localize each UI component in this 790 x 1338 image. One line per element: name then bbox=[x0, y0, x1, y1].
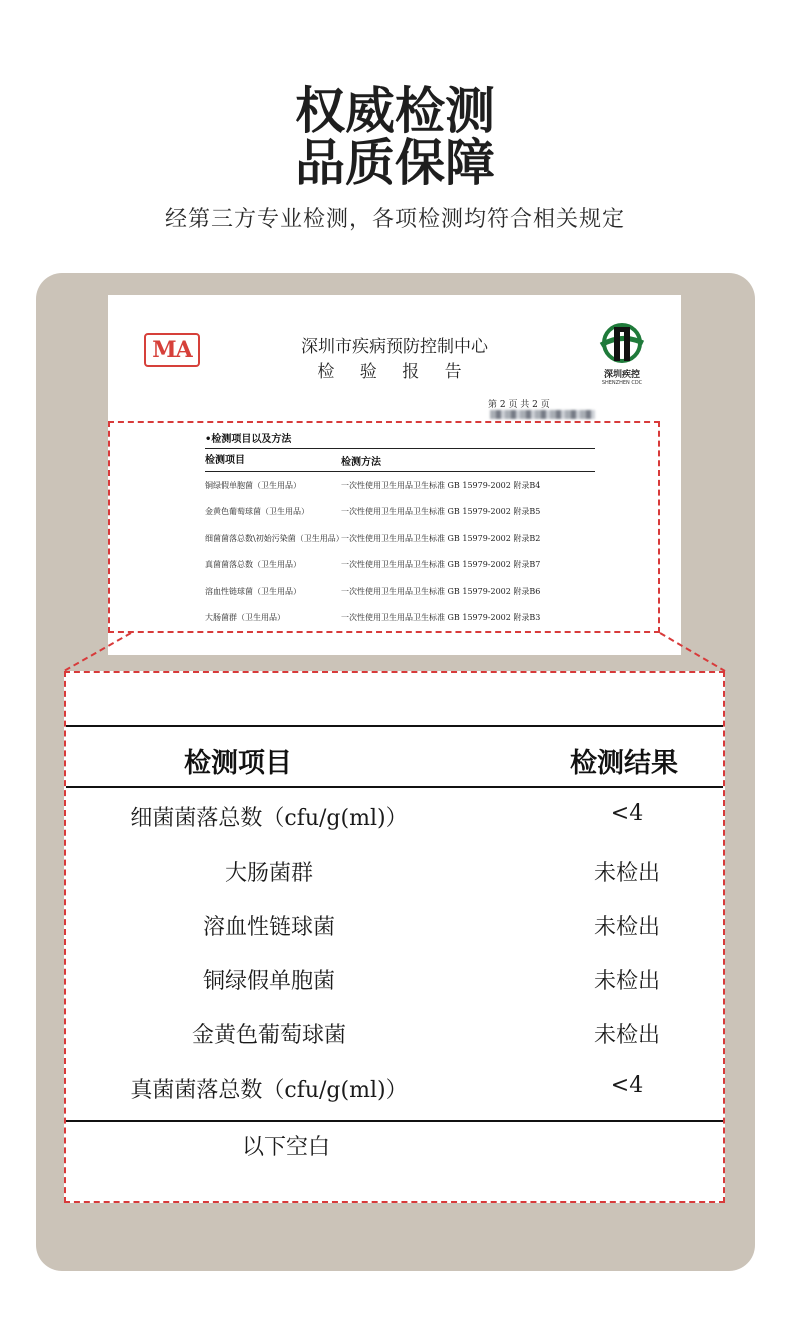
method-standard: 一次性使用卫生用品卫生标准 GB 15979-2002 附录B6 bbox=[341, 586, 541, 596]
result-item: 金黄色葡萄球菌 bbox=[191, 1023, 346, 1048]
method-heading: •检测项目以及方法 bbox=[205, 434, 292, 445]
result-value: 未检出 bbox=[593, 1023, 660, 1048]
method-item: 细菌菌落总数\初始污染菌（卫生用品） bbox=[205, 533, 344, 543]
table-row bbox=[66, 856, 723, 896]
result-value: 未检出 bbox=[593, 915, 660, 940]
table-row bbox=[66, 964, 723, 1004]
method-item: 溶血性链球菌（卫生用品） bbox=[205, 586, 301, 596]
table-rule-top bbox=[66, 725, 723, 727]
method-item: 大肠菌群（卫生用品） bbox=[205, 613, 285, 623]
report-organization: 深圳市疾病预防控制中心 bbox=[301, 337, 488, 357]
ma-certification-logo: MA bbox=[144, 333, 200, 367]
blank-below-note: 以下空白 bbox=[242, 1135, 331, 1160]
result-value: 未检出 bbox=[593, 969, 660, 994]
headline-line-2: 品质保障 bbox=[295, 134, 495, 192]
method-standard: 一次性使用卫生用品卫生标准 GB 15979-2002 附录B4 bbox=[341, 480, 541, 490]
result-item: 细菌菌落总数（cfu/g(ml)） bbox=[130, 806, 408, 831]
result-item: 溶血性链球菌 bbox=[202, 915, 335, 940]
table-rule-bottom bbox=[66, 1120, 723, 1122]
results-col-result: 检测结果 bbox=[570, 748, 678, 779]
tagline: 经第三方专业检测，各项检测均符合相关规定 bbox=[164, 207, 625, 232]
method-item: 金黄色葡萄球菌（卫生用品） bbox=[205, 507, 309, 517]
results-zoom-panel bbox=[64, 671, 725, 1203]
method-standard: 一次性使用卫生用品卫生标准 GB 15979-2002 附录B7 bbox=[341, 560, 541, 570]
report-title: 检 验 报 告 bbox=[317, 362, 472, 382]
result-value: 未检出 bbox=[593, 861, 660, 886]
table-row bbox=[66, 1073, 723, 1113]
table-row bbox=[66, 910, 723, 950]
cdc-name: 深圳疾控 bbox=[603, 370, 640, 380]
method-col-item: 检测项目 bbox=[205, 454, 245, 466]
table-row bbox=[66, 801, 723, 841]
method-col-method: 检测方法 bbox=[341, 456, 381, 468]
result-item: 真菌菌落总数（cfu/g(ml)） bbox=[130, 1078, 408, 1103]
method-standard: 一次性使用卫生用品卫生标准 GB 15979-2002 附录B5 bbox=[341, 507, 541, 517]
method-standard: 一次性使用卫生用品卫生标准 GB 15979-2002 附录B3 bbox=[341, 613, 541, 623]
result-item: 大肠菌群 bbox=[224, 861, 313, 886]
result-value: <4 bbox=[610, 801, 644, 826]
method-standard: 一次性使用卫生用品卫生标准 GB 15979-2002 附录B2 bbox=[341, 533, 541, 543]
method-item: 真菌菌落总数（卫生用品） bbox=[205, 560, 301, 570]
table-row bbox=[66, 1018, 723, 1058]
cdc-subtitle: SHENZHEN CDC bbox=[601, 380, 643, 386]
result-value: <4 bbox=[610, 1073, 644, 1098]
results-col-item: 检测项目 bbox=[184, 748, 292, 779]
result-item: 铜绿假单胞菌 bbox=[202, 969, 335, 994]
headline-line-1: 权威检测 bbox=[295, 82, 495, 140]
table-rule-header bbox=[66, 786, 723, 788]
page-number: 第 2 页 共 2 页 bbox=[488, 400, 550, 410]
method-item: 铜绿假单胞菌（卫生用品） bbox=[205, 480, 301, 490]
